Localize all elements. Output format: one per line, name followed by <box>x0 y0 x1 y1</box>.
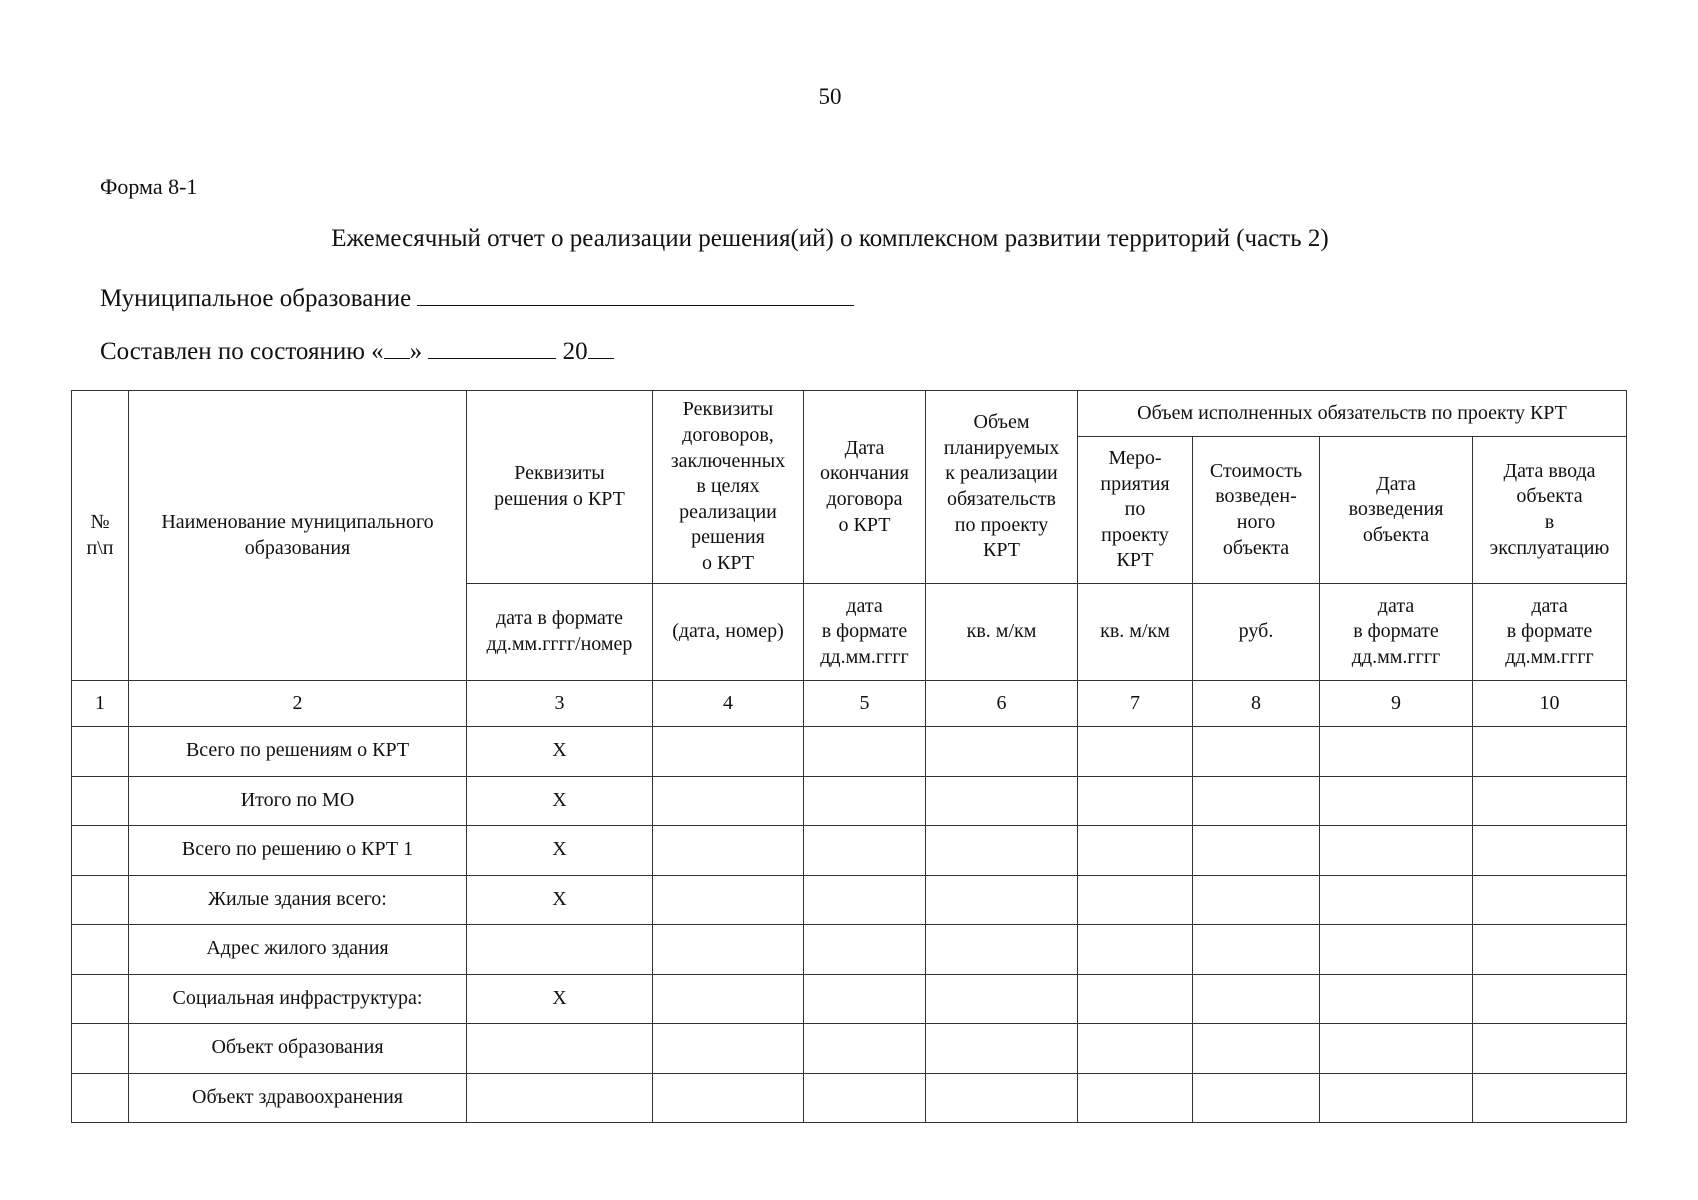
value-cell[interactable] <box>653 974 804 1024</box>
header-number: № п\п <box>72 391 129 681</box>
row-number-cell[interactable] <box>72 875 129 925</box>
compiled-mid: » <box>409 338 423 365</box>
table-row <box>72 1073 1627 1123</box>
data-rows <box>72 727 1627 1123</box>
header-construction-date: Дата возведения объекта <box>1320 437 1473 584</box>
unit-cell: дата в формате дд.мм.гггг <box>1473 584 1627 681</box>
municipality-label: Муниципальное образование <box>100 285 412 312</box>
row-name-cell: Объект здравоохранения <box>129 1073 467 1123</box>
header-municipality-name: Наименование муниципального образования <box>129 391 467 681</box>
unit-cell: дата в формате дд.мм.гггг <box>804 584 926 681</box>
row-number-cell[interactable] <box>72 1073 129 1123</box>
decision-details-cell[interactable]: X <box>467 974 653 1024</box>
value-cell[interactable] <box>926 1073 1078 1123</box>
value-cell[interactable] <box>1193 875 1320 925</box>
unit-cell: руб. <box>1193 584 1320 681</box>
value-cell[interactable] <box>1320 1024 1473 1074</box>
decision-details-cell[interactable] <box>467 1073 653 1123</box>
value-cell[interactable] <box>804 1073 926 1123</box>
table-row <box>72 925 1627 975</box>
value-cell[interactable] <box>1320 826 1473 876</box>
value-cell[interactable] <box>1320 875 1473 925</box>
value-cell[interactable] <box>653 826 804 876</box>
year-blank[interactable] <box>588 336 614 359</box>
header-commissioning-date: Дата ввода объекта в эксплуатацию <box>1473 437 1627 584</box>
value-cell[interactable] <box>926 776 1078 826</box>
value-cell[interactable] <box>653 727 804 777</box>
compiled-year: 20 <box>562 338 588 365</box>
column-number: 4 <box>653 681 804 727</box>
row-name-cell: Адрес жилого здания <box>129 925 467 975</box>
value-cell[interactable] <box>804 974 926 1024</box>
value-cell[interactable] <box>1078 925 1193 975</box>
column-number: 1 <box>72 681 129 727</box>
unit-cell: кв. м/км <box>926 584 1078 681</box>
table-row <box>72 826 1627 876</box>
value-cell[interactable] <box>804 925 926 975</box>
row-name-cell: Социальная инфраструктура: <box>129 974 467 1024</box>
value-cell[interactable] <box>804 776 926 826</box>
row-name-cell: Всего по решениям о КРТ <box>129 727 467 777</box>
value-cell[interactable] <box>1473 875 1627 925</box>
column-number: 3 <box>467 681 653 727</box>
decision-details-cell[interactable]: X <box>467 776 653 826</box>
value-cell[interactable] <box>653 875 804 925</box>
header-contract-end-date: Дата окончания договора о КРТ <box>804 391 926 584</box>
value-cell[interactable] <box>804 1024 926 1074</box>
value-cell[interactable] <box>1193 925 1320 975</box>
value-cell[interactable] <box>1078 974 1193 1024</box>
decision-details-cell[interactable] <box>467 925 653 975</box>
value-cell[interactable] <box>804 826 926 876</box>
value-cell[interactable] <box>653 1024 804 1074</box>
header-cost: Стоимость возведен- ного объекта <box>1193 437 1320 584</box>
municipality-field <box>100 283 854 313</box>
unit-cell: (дата, номер) <box>653 584 804 681</box>
value-cell[interactable] <box>1193 776 1320 826</box>
table-row <box>72 727 1627 777</box>
table-row <box>72 875 1627 925</box>
value-cell[interactable] <box>926 875 1078 925</box>
column-number: 5 <box>804 681 926 727</box>
form-label: Форма 8-1 <box>100 174 198 199</box>
value-cell[interactable] <box>1320 1073 1473 1123</box>
value-cell[interactable] <box>1078 727 1193 777</box>
unit-cell: дата в формате дд.мм.гггг <box>1320 584 1473 681</box>
value-cell[interactable] <box>804 875 926 925</box>
row-name-cell: Итого по МО <box>129 776 467 826</box>
value-cell[interactable] <box>1473 826 1627 876</box>
compiled-date-field <box>100 336 614 366</box>
value-cell[interactable] <box>1473 727 1627 777</box>
value-cell[interactable] <box>926 727 1078 777</box>
value-cell[interactable] <box>1193 727 1320 777</box>
column-number: 8 <box>1193 681 1320 727</box>
value-cell[interactable] <box>1078 1024 1193 1074</box>
value-cell[interactable] <box>1193 1073 1320 1123</box>
row-number-cell[interactable] <box>72 974 129 1024</box>
column-number: 7 <box>1078 681 1193 727</box>
value-cell[interactable] <box>1473 776 1627 826</box>
row-number-cell[interactable] <box>72 925 129 975</box>
value-cell[interactable] <box>653 925 804 975</box>
value-cell[interactable] <box>1078 1073 1193 1123</box>
row-number-cell[interactable] <box>72 727 129 777</box>
header-decision-details: Реквизиты решения о КРТ <box>467 391 653 584</box>
unit-cell: кв. м/км <box>1078 584 1193 681</box>
table-row <box>72 1024 1627 1074</box>
municipality-blank[interactable] <box>417 283 854 306</box>
column-number: 10 <box>1473 681 1627 727</box>
value-cell[interactable] <box>1320 727 1473 777</box>
value-cell[interactable] <box>1193 826 1320 876</box>
header-planned-volume: Объем планируемых к реализации обязательств по проекту КРТ <box>926 391 1078 584</box>
column-number: 9 <box>1320 681 1473 727</box>
decision-details-cell[interactable]: X <box>467 727 653 777</box>
decision-details-cell[interactable]: X <box>467 875 653 925</box>
value-cell[interactable] <box>1473 974 1627 1024</box>
day-blank[interactable] <box>384 336 410 359</box>
header-contract-details: Реквизиты договоров, заключенных в целях реализации решения о КРТ <box>653 391 804 584</box>
value-cell[interactable] <box>1078 776 1193 826</box>
value-cell[interactable] <box>1078 875 1193 925</box>
unit-cell: дата в формате дд.мм.гггг/номер <box>467 584 653 681</box>
value-cell[interactable] <box>1320 776 1473 826</box>
value-cell[interactable] <box>926 826 1078 876</box>
header-row-main <box>72 391 1627 437</box>
value-cell[interactable] <box>1473 1024 1627 1074</box>
column-number-row <box>72 681 1627 727</box>
value-cell[interactable] <box>1473 925 1627 975</box>
column-number: 6 <box>926 681 1078 727</box>
value-cell[interactable] <box>926 974 1078 1024</box>
document-title: Ежемесячный отчет о реализации решения(ий) о комплексном развитии территорий (часть 2) <box>331 225 1329 252</box>
decision-details-cell[interactable] <box>467 1024 653 1074</box>
header-fulfilled-group: Объем исполненных обязательств по проекту КРТ <box>1078 391 1627 437</box>
row-name-cell: Объект образования <box>129 1024 467 1074</box>
value-cell[interactable] <box>926 1024 1078 1074</box>
page-number: 50 <box>818 84 842 109</box>
value-cell[interactable] <box>926 925 1078 975</box>
value-cell[interactable] <box>804 727 926 777</box>
value-cell[interactable] <box>1320 974 1473 1024</box>
month-blank[interactable] <box>428 336 556 359</box>
row-number-cell[interactable] <box>72 776 129 826</box>
value-cell[interactable] <box>1193 1024 1320 1074</box>
value-cell[interactable] <box>1320 925 1473 975</box>
value-cell[interactable] <box>1473 1073 1627 1123</box>
row-name-cell: Жилые здания всего: <box>129 875 467 925</box>
value-cell[interactable] <box>1193 974 1320 1024</box>
column-number: 2 <box>129 681 467 727</box>
table-row <box>72 974 1627 1024</box>
compiled-label: Составлен по состоянию « <box>100 338 384 365</box>
value-cell[interactable] <box>1078 826 1193 876</box>
report-table <box>71 390 1627 1123</box>
row-number-cell[interactable] <box>72 826 129 876</box>
header-measures: Меро- приятия по проекту КРТ <box>1078 437 1193 584</box>
table-row <box>72 776 1627 826</box>
decision-details-cell[interactable]: X <box>467 826 653 876</box>
value-cell[interactable] <box>653 1073 804 1123</box>
row-number-cell[interactable] <box>72 1024 129 1074</box>
value-cell[interactable] <box>653 776 804 826</box>
row-name-cell: Всего по решению о КРТ 1 <box>129 826 467 876</box>
